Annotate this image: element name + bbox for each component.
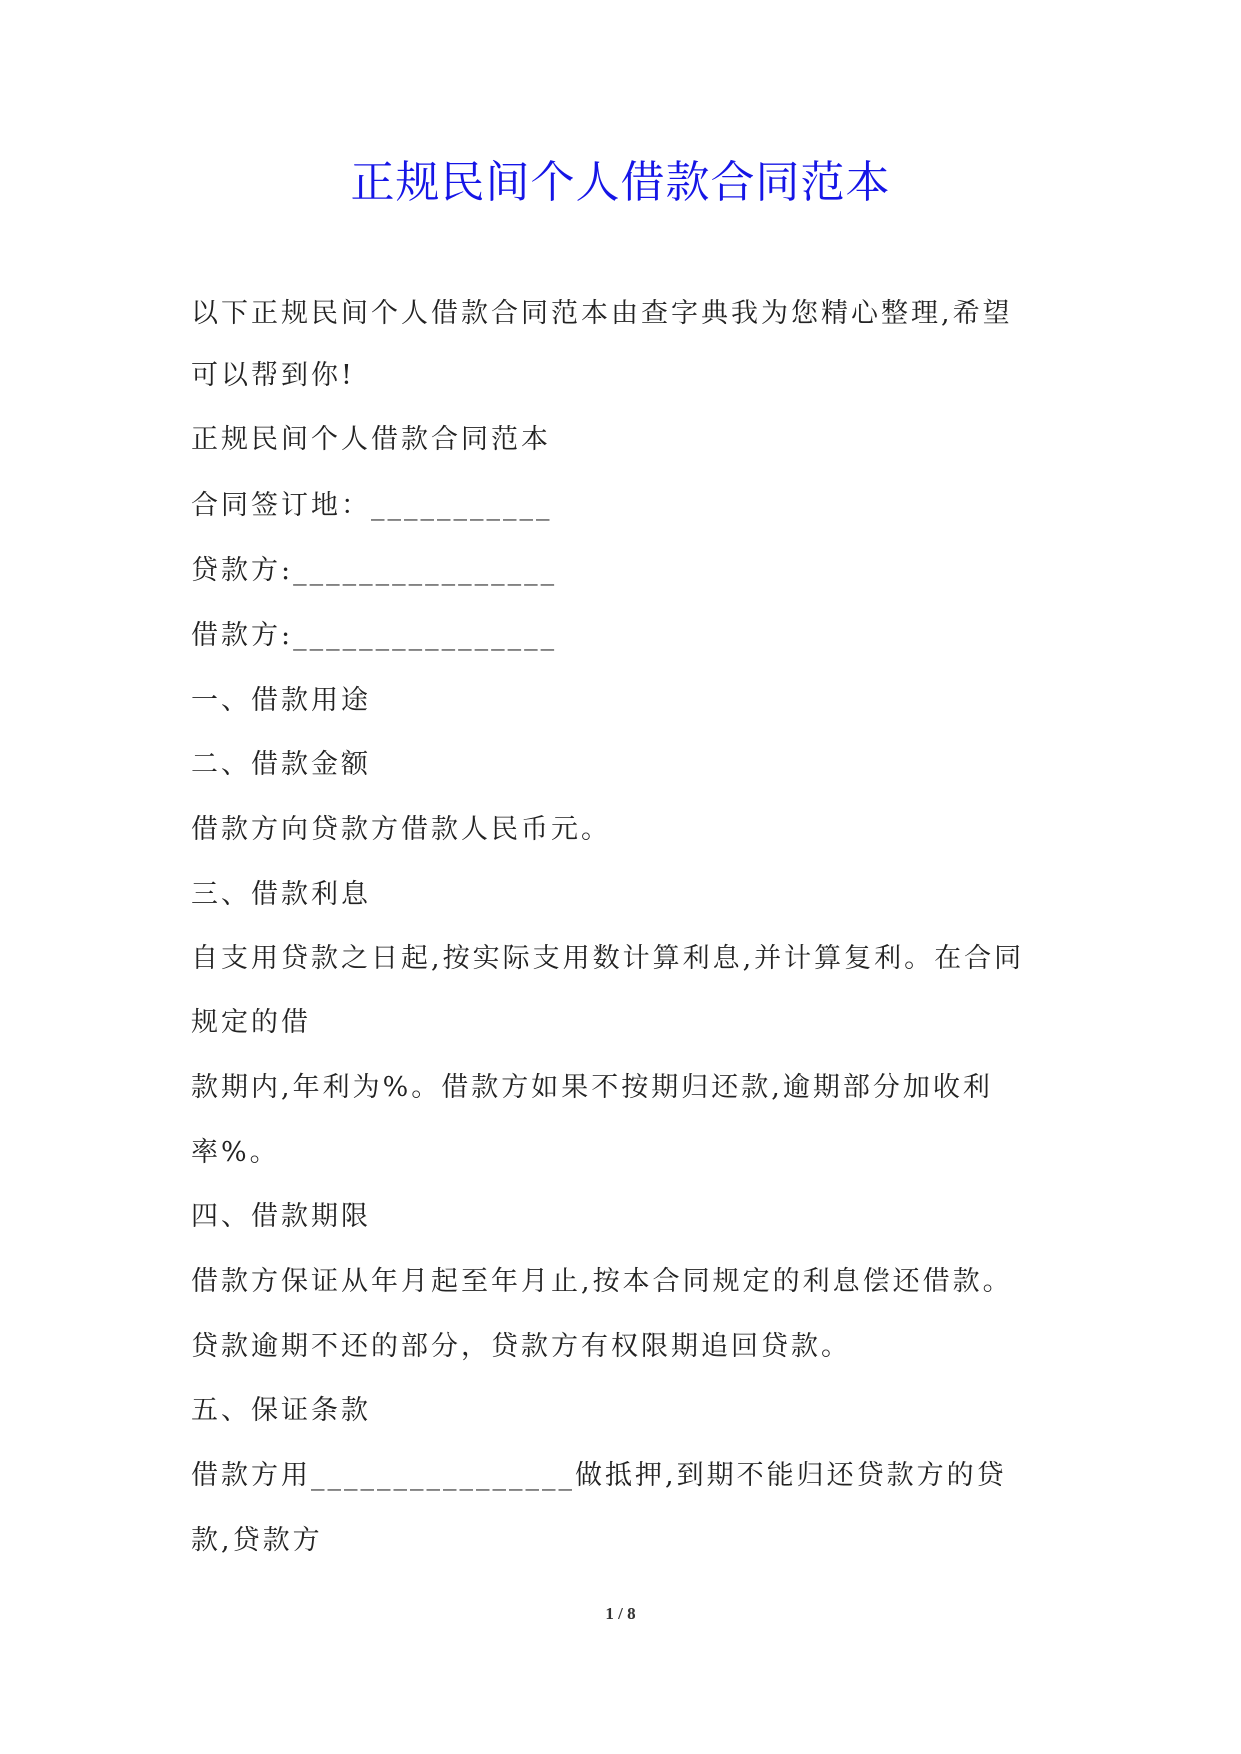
- section-heading: 三、借款利息: [191, 879, 371, 910]
- body-line: 款期内,年利为%。借款方如果不按期归还款,逾期部分加收利: [191, 1072, 993, 1103]
- section-heading: 一、借款用途: [191, 685, 371, 716]
- body-line: 贷款方:________________: [191, 555, 558, 586]
- document-title: 正规民间个人借款合同范本: [350, 157, 891, 208]
- body-line: 贷款逾期不还的部分，贷款方有权限期追回贷款。: [191, 1331, 851, 1362]
- body-line: 规定的借: [191, 1007, 311, 1038]
- body-line: 借款方向贷款方借款人民币元。: [191, 814, 611, 845]
- body-line: 正规民间个人借款合同范本: [191, 424, 551, 455]
- page-number: 1 / 8: [605, 1604, 636, 1623]
- section-heading: 五、保证条款: [191, 1395, 371, 1426]
- section-heading: 四、借款期限: [191, 1201, 371, 1232]
- body-line: 借款方用________________做抵押,到期不能归还贷款方的贷: [191, 1460, 1007, 1491]
- body-line: 合同签订地：___________: [191, 490, 553, 521]
- body-line: 借款方保证从年月起至年月止,按本合同规定的利息偿还借款。: [191, 1266, 1013, 1297]
- body-line: 以下正规民间个人借款合同范本由查字典我为您精心整理,希望: [191, 298, 1013, 329]
- section-heading: 二、借款金额: [191, 749, 371, 780]
- body-line: 借款方:________________: [191, 620, 558, 651]
- body-line: 自支用贷款之日起,按实际支用数计算利息,并计算复利。在合同: [191, 943, 1025, 974]
- body-line: 款,贷款方: [191, 1525, 323, 1556]
- body-line: 率%。: [191, 1137, 280, 1168]
- body-line: 可以帮到你!: [191, 360, 355, 391]
